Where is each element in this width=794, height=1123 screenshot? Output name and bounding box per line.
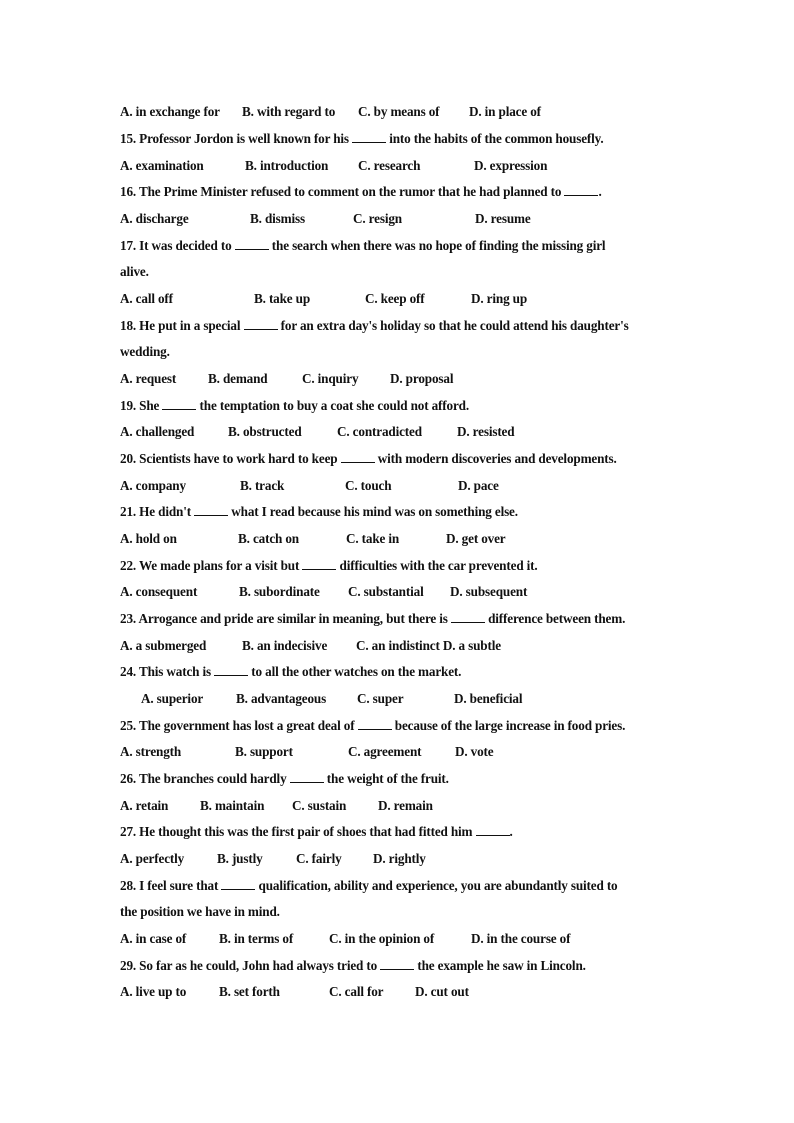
stem-text-before: 17. It was decided to xyxy=(120,238,235,253)
question-stem xyxy=(120,663,461,681)
option-choice: B. justly xyxy=(217,851,263,866)
option-choice: A. discharge xyxy=(120,211,189,226)
question-stem xyxy=(120,237,605,255)
option-choice: A. challenged xyxy=(120,424,195,439)
answer-blank xyxy=(194,504,228,516)
stem-text-after: the temptation to buy a coat she could not afford. xyxy=(196,398,469,413)
question-stem xyxy=(120,183,602,201)
answer-blank xyxy=(302,558,336,570)
option-choice: C. resign xyxy=(353,211,402,226)
answer-blank xyxy=(564,184,598,196)
stem-text-after: . xyxy=(598,184,602,199)
option-choice: B. set forth xyxy=(219,984,280,999)
option-choice: B. obstructed xyxy=(228,424,302,439)
question-stem xyxy=(120,610,625,628)
option-choice: D. proposal xyxy=(390,371,454,386)
stem-text-before: 28. I feel sure that xyxy=(120,878,222,893)
option-choice: A. in case of xyxy=(120,931,187,946)
stem-text-after: the example he saw in Lincoln. xyxy=(414,958,586,973)
stem-text-after: qualification, ability and experience, you are abundantly suited to xyxy=(255,878,618,893)
stem-text-after: difference between them. xyxy=(484,611,626,626)
option-choice: B. dismiss xyxy=(250,211,305,226)
stem-text-before: 29. So far as he could, John had always tried to xyxy=(120,958,381,973)
stem-text-after: because of the large increase in food pries. xyxy=(391,718,626,733)
answer-blank xyxy=(380,958,414,970)
option-choice: C. inquiry xyxy=(302,371,359,386)
option-choice: A. request xyxy=(120,371,177,386)
answer-blank xyxy=(214,664,248,676)
option-choice: B. introduction xyxy=(245,158,329,173)
option-choice: C. research xyxy=(358,158,421,173)
option-choice: B. catch on xyxy=(238,531,299,546)
stem-text-before: 24. This watch is xyxy=(120,664,215,679)
option-choice: B. in terms of xyxy=(219,931,294,946)
question-stem xyxy=(120,450,617,468)
answer-blank xyxy=(235,238,269,250)
option-choice: B. support xyxy=(235,744,293,759)
option-choice: C. an indistinct D. a subtle xyxy=(356,638,501,653)
answer-blank xyxy=(451,611,485,623)
stem-text-before: 19. She xyxy=(120,398,163,413)
option-choice: B. advantageous xyxy=(236,691,327,706)
answer-blank xyxy=(341,451,375,463)
stem-text-after: the weight of the fruit. xyxy=(323,771,449,786)
option-choice: A. in exchange for xyxy=(120,104,220,119)
stem-text-before: 23. Arrogance and pride are similar in meaning, but there is xyxy=(120,611,451,626)
option-choice: C. take in xyxy=(346,531,400,546)
question-stem xyxy=(120,397,469,415)
option-choice: D. beneficial xyxy=(454,691,523,706)
option-choice: C. touch xyxy=(345,478,392,493)
option-choice: B. maintain xyxy=(200,798,265,813)
stem-text-after: the search when there was no hope of finding the missing girl xyxy=(268,238,606,253)
stem-text-before: 26. The branches could hardly xyxy=(120,771,290,786)
option-choice: B. subordinate xyxy=(239,584,320,599)
option-choice: B. with regard to xyxy=(242,104,336,119)
option-choice: D. subsequent xyxy=(450,584,528,599)
option-choice: D. cut out xyxy=(415,984,469,999)
question-stem xyxy=(120,130,604,148)
stem-text-before: 25. The government has lost a great deal of xyxy=(120,718,358,733)
stem-text-before: 22. We made plans for a visit but xyxy=(120,558,303,573)
answer-blank xyxy=(290,771,324,783)
option-choice: A. superior xyxy=(141,691,204,706)
option-choice: C. keep off xyxy=(365,291,425,306)
stem-text-after: into the habits of the common housefly. xyxy=(386,131,604,146)
stem-text-after: to all the other watches on the market. xyxy=(248,664,462,679)
option-choice: C. agreement xyxy=(348,744,422,759)
option-choice: C. fairly xyxy=(296,851,342,866)
question-stem xyxy=(120,823,513,841)
question-stem xyxy=(120,770,449,788)
option-choice: A. a submerged xyxy=(120,638,207,653)
option-choice: D. in the course of xyxy=(471,931,571,946)
option-choice: D. remain xyxy=(378,798,433,813)
question-stem xyxy=(120,503,518,521)
stem-text-before: 21. He didn't xyxy=(120,504,195,519)
answer-blank xyxy=(476,824,510,836)
option-choice: D. ring up xyxy=(471,291,528,306)
option-choice: A. retain xyxy=(120,798,169,813)
option-choice: C. substantial xyxy=(348,584,424,599)
question-stem xyxy=(120,317,629,335)
stem-continuation: alive. xyxy=(120,264,149,279)
option-choice: A. strength xyxy=(120,744,182,759)
option-choice: C. call for xyxy=(329,984,384,999)
option-choice: D. vote xyxy=(455,744,494,759)
question-stem xyxy=(120,957,586,975)
question-stem xyxy=(120,877,618,895)
stem-continuation: the position we have in mind. xyxy=(120,904,280,919)
option-choice: D. expression xyxy=(474,158,548,173)
answer-blank xyxy=(358,718,392,730)
option-choice: A. hold on xyxy=(120,531,177,546)
stem-text-before: 20. Scientists have to work hard to keep xyxy=(120,451,341,466)
option-choice: A. examination xyxy=(120,158,204,173)
answer-blank xyxy=(352,131,386,143)
option-choice: B. track xyxy=(240,478,285,493)
option-choice: B. demand xyxy=(208,371,268,386)
option-choice: B. take up xyxy=(254,291,311,306)
option-choice: C. sustain xyxy=(292,798,347,813)
stem-text-before: 18. He put in a special xyxy=(120,318,244,333)
question-stem xyxy=(120,717,625,735)
stem-text-after: for an extra day's holiday so that he could attend his daughter's xyxy=(277,318,629,333)
stem-text-before: 16. The Prime Minister refused to comment on the rumor that he had planned to xyxy=(120,184,565,199)
stem-text-after: difficulties with the car prevented it. xyxy=(336,558,538,573)
option-choice: C. contradicted xyxy=(337,424,422,439)
option-choice: C. super xyxy=(357,691,404,706)
option-choice: A. call off xyxy=(120,291,173,306)
option-choice: A. company xyxy=(120,478,186,493)
option-choice: D. resume xyxy=(475,211,531,226)
option-choice: D. pace xyxy=(458,478,499,493)
stem-continuation: wedding. xyxy=(120,344,170,359)
option-choice: B. an indecisive xyxy=(242,638,328,653)
option-choice: C. in the opinion of xyxy=(329,931,435,946)
option-choice: A. consequent xyxy=(120,584,198,599)
stem-text-after: what I read because his mind was on something else. xyxy=(228,504,518,519)
option-choice: A. live up to xyxy=(120,984,187,999)
stem-text-before: 15. Professor Jordon is well known for his xyxy=(120,131,353,146)
option-choice: D. get over xyxy=(446,531,506,546)
option-choice: D. resisted xyxy=(457,424,515,439)
stem-text-after: . xyxy=(509,824,513,839)
option-choice: A. perfectly xyxy=(120,851,185,866)
stem-text-before: 27. He thought this was the first pair of shoes that had fitted him xyxy=(120,824,476,839)
answer-blank xyxy=(244,318,278,330)
option-choice: D. in place of xyxy=(469,104,541,119)
question-stem xyxy=(120,557,538,575)
answer-blank xyxy=(162,398,196,410)
stem-text-after: with modern discoveries and developments. xyxy=(374,451,617,466)
answer-blank xyxy=(221,878,255,890)
option-choice: D. rightly xyxy=(373,851,426,866)
option-choice: C. by means of xyxy=(358,104,440,119)
